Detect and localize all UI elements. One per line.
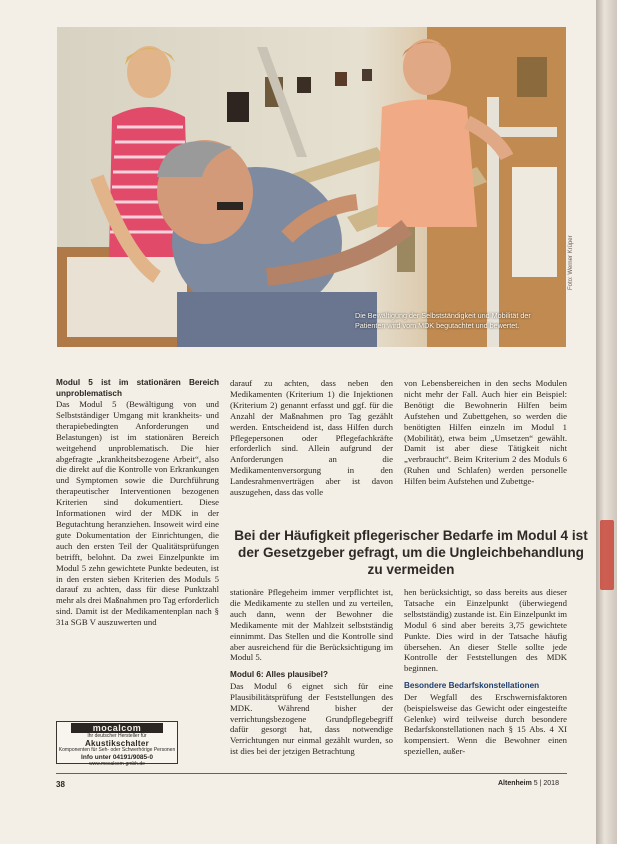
advertisement[interactable] [56,721,178,767]
ad-product: Akustikschalter [84,739,150,748]
page-number: 38 [56,780,65,789]
section-heading: Modul 6: Alles plausibel? [230,670,328,680]
body-text: von Lebensbereichen in den sechs Modulen nicht mehr der Fall. Auch hier ein Beispiel: Benötigt die Bewohnerin Hilfen beim Aufstehen und Zubettgehen, so werden die benötigten Hilfen einzeln im Modul 1 (Mobilität), etwa beim „Umsetzen“ gewählt. Damit ist aber diese Tätigkeit nicht „verbraucht“. Beim Kriterium 2 des Moduls 6 (Ruhen und Schlafen) werden personelle Hilfen beim Aufstehen und Zubettge- [404,378,567,487]
ad-tagline: Ihr deutscher Hersteller für [87,733,147,739]
column-1 [56,378,219,666]
issue-number: 5 | 2018 [533,780,559,787]
ad-phone: Info unter 04191/9085-0 [81,753,153,761]
photo-caption: Die Bewältigung der Selbstständigkeit und Mobilität der Patienten wird vom MDK begutachtet und bewertet. [355,311,531,330]
photo-illustration [57,27,566,347]
column-2-top [230,378,393,518]
ad-description: Komponenten für Seh- oder Schwerhörige Personen [58,747,176,753]
body-text: darauf zu achten, dass neben den Medikamenten (Kriterium 1) die Injektionen (Kriterium 2) genannt erfasst und ggf. für die Anzahl der Maßnahmen pro Tag gezählt werden. Entscheidend ist, dass Hilfen durch Pflegepersonen oder Pflegefachkräfte erforderlich sind. Allein aufgrund der Anforderungen an die Medikamentenversorgung in den Landesrahmenverträgen aber ist davon auszugehen, dass das volle [230,378,393,498]
body-text: Der Wegfall des Erschwernisfaktoren (beispielsweise das Gewicht oder eingesteifte Gelenke) wird teilweise durch besondere Bedarfskonstellationen nach § 15 Abs. 4 XI kompensiert. Wenn die Bewohner einen speziellen, außer- [404,691,567,757]
ad-website-link[interactable]: www.mocalcom-gmbh.de [89,760,145,767]
photo-credit: Foto: Werner Krüper [568,235,574,290]
column-3-bottom [404,587,567,767]
page-spine [596,0,617,844]
section-heading: Besondere Bedarfskonstellationen [404,681,540,691]
issue-info [498,780,559,787]
body-text: Das Modul 5 (Bewältigung von und Selbstständiger Umgang mit krankheits- und therapiebedingten Anforderungen und Belastungen) ist im stationären Bereich weitgehend unproblematisch. Die hier abgefragte „krankheitsbezogene Arbeit“, also die direkt auf die Kontrolle von Erkrankungen und Symptomen sowie die Durchführung therapeutischer Interventionen bezogenen Kriterien sind dokumentiert. Diese Informationen wird der MDK in der Begutachtung heranziehen. Insoweit wird eine gute Dokumentation der Einrichtungen, die auch den ersten Teil der Qualitätsprüfungen betrifft, belohnt. Da zwei Einzelpunkte im Modul 5 zehn gewichtete Punkte bedeuten, ist in den ersten sieben Kriterien des Moduls 5 darauf zu achten, dass für diese Punktzahl mehr als drei Maßnahmen pro Tag erforderlich sind. Damit ist der Medikamentenplan nach § 31a SGB V auszuwerten und [56,399,219,628]
pull-quote: Bei der Häufigkeit pflegerischer Bedarfe im Modul 4 ist der Gesetzgeber gefragt, um die Ungleichbehandlung zu vermeiden [234,528,588,578]
footer-divider [56,773,567,774]
column-3-top [404,378,567,518]
next-page-edge [600,520,614,590]
article-photo [57,27,566,347]
body-text: stationäre Pflegeheim immer verpflichtet ist, die Medikamente zu stellen und zu verteilen, auch dann, wenn der Bewohner die Medikamente mit der Mahlzeit selbstständig einnimmt. Das Stellen und die Kontrolle sind aber ausreichend für die Berücksichtigung im Modul 5. [230,587,393,663]
column-2-bottom [230,587,393,767]
section-heading: Modul 5 ist im stationären Bereich unproblematisch [56,378,219,398]
body-text: hen berücksichtigt, so dass bereits aus dieser Tatsache ein Einzelpunkt (überwiegend selbstständig) zustande ist. Ein Einzelpunkt im Modul 6 sind aber bereits 3,75 gewichtete Punkte. Dies wird in der Tatsache häufig übersehen. An dieser Stelle sollte jede Kontrolle der Feststellungen des MDK beginnen. [404,587,567,674]
magazine-name: Altenheim [498,780,532,787]
advertiser-logo: mocalcom [71,723,163,733]
body-text: Das Modul 6 eignet sich für eine Plausibilitätsprüfung der Feststellungen des MDK. Während bisher der verrichtungsbezogene Grundpflegebegriff dafür gesorgt hat, dass notwendige Verrichtungen nur einmal gezählt wurden, so ist dies bei der jetzigen Betrachtung [230,680,393,757]
